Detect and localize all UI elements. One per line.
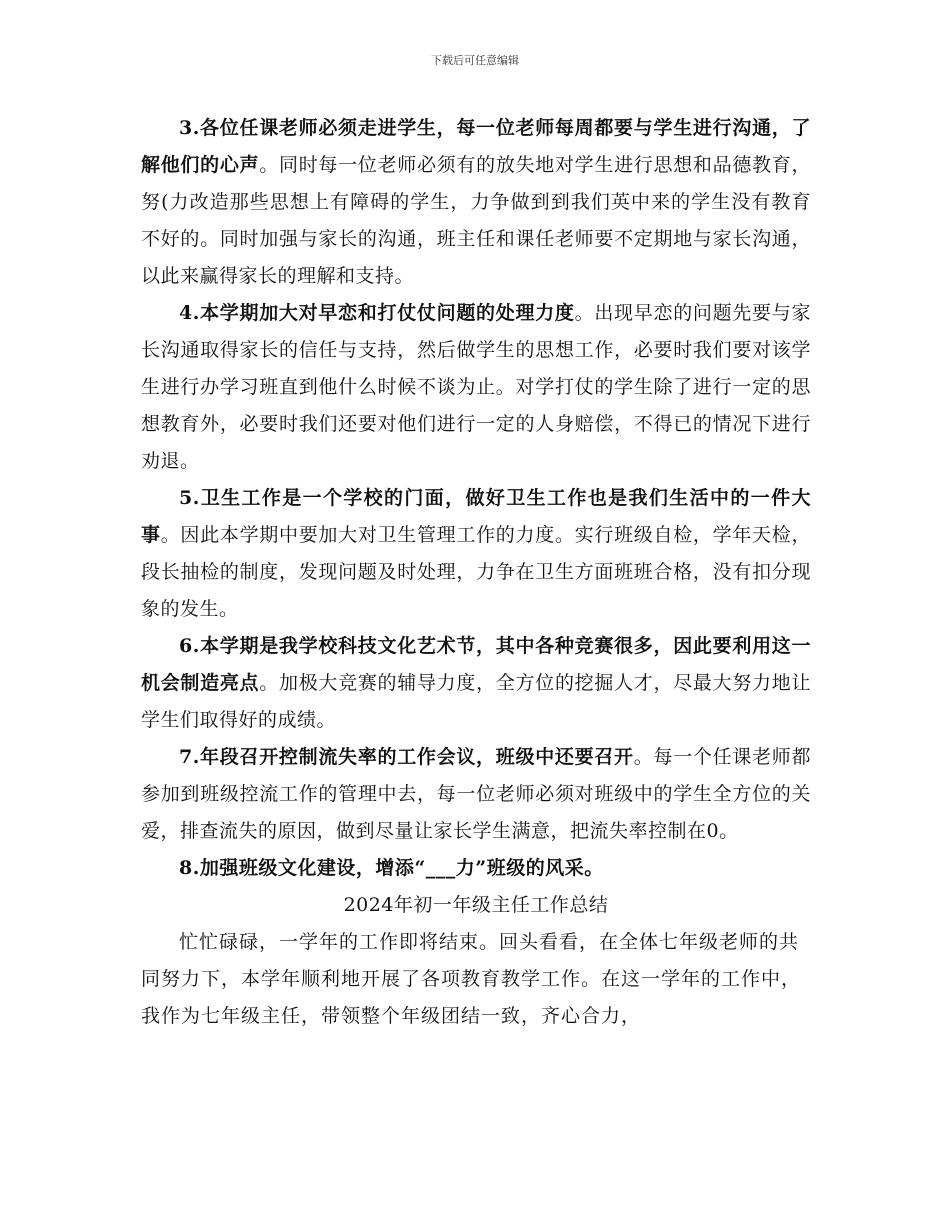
document-body [141,110,811,1035]
item-7-text: 。每一个任课老师都参加到班级控流工作的管理中去，每一位老师必须对班级中的学生全方位的关爱，排查流失的原因，做到尽量让家长学生满意，把流失率控制在0。 [141,746,811,842]
item-3-lead: 3.各位任课老师必须走进学生，每一位老师每周都要与学生进行沟通，了解他们的心声 [141,117,811,176]
item-7-lead: 7.年段召开控制流失率的工作会议，班级中还要召开 [179,746,634,768]
item-6-text: 。加极大竞赛的辅导力度，全方位的挖掘人才，尽最大努力地让学生们取得好的成绩。 [141,672,811,731]
list-item-6 [141,628,811,739]
list-item-7 [141,739,811,850]
list-item-4 [141,295,811,480]
list-item-8: 8.加强班级文化建设，增添“___力”班级的风采。 [179,857,604,879]
item-4-lead: 4.本学期加大对早恋和打仗仗问题的处理力度 [179,302,575,324]
item-5-lead: 5.卫生工作是一个学校的门面，做好卫生工作也是我们生活中的一件大事 [141,487,811,546]
list-item-5 [141,480,811,628]
item-5-text: 。因此本学期中要加大对卫生管理工作的力度。实行班级自检，学年天检，段长抽检的制度，发现问题及时处理，力争在卫生方面班班合格，没有扣分现象的发生。 [141,524,811,620]
item-3-text: 。同时每一位老师必须有的放失地对学生进行思想和品德教育，努(力改造那些思想上有障碍的学生，力争做到到我们英中来的学生没有教育不好的。同时加强与家长的沟通，班主任和课任老师要不定期地与家长沟通，以此来赢得家长的理解和支持。 [141,154,811,287]
item-4-text: 。出现早恋的问题先要与家长沟通取得家长的信任与支持，然后做学生的思想工作，必要时我们要对该学生进行办学习班直到他什么时候不谈为止。对学打仗的学生除了进行一定的思想教育外，必要时我们还要对他们进行一定的人身赔偿，不得已的情况下进行劝退。 [141,302,811,472]
summary-paragraph: 忙忙碌碌，一学年的工作即将结束。回头看看，在全体七年级老师的共同努力下，本学年顺利地开展了各项教育教学工作。在这一学年的工作中，我作为七年级主任，带领整个年级团结一致，齐心合力， [141,931,802,1027]
section-title: 2024年初一年级主任工作总结 [343,894,609,916]
page-header-note: 下载后可任意编辑 [431,54,519,67]
list-item-3 [141,110,811,295]
item-6-lead: 6.本学期是我学校科技文化艺术节，其中各种竞赛很多，因此要利用这一机会制造亮点 [141,635,811,694]
